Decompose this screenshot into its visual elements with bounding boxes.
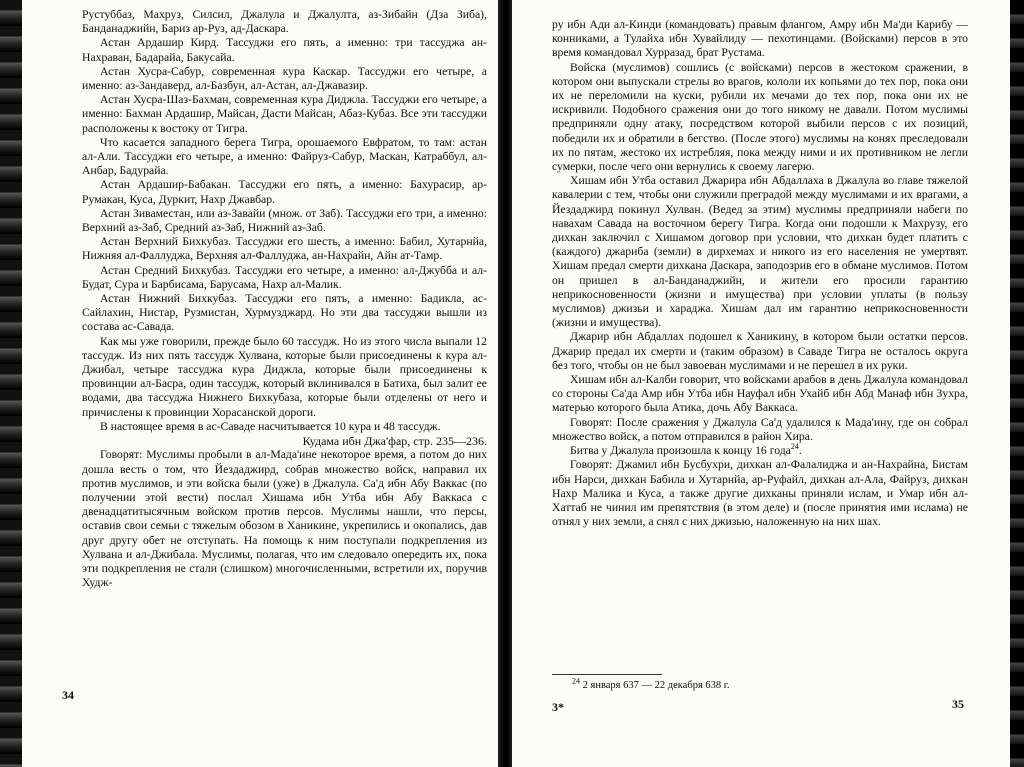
paragraph: Джарир ибн Абдаллах подошел к Ханикину, в котором были остатки персов. Джарир предал их смерти и (таким образом) в Саваде Тигра не осталось округа без того, чтобы он не был завоеван муслимами и не перешел в их руки. <box>552 330 968 372</box>
right-page <box>512 0 1024 767</box>
footnote-text: 2 января 637 — 22 декабря 638 г. <box>582 680 730 691</box>
signature-mark: 3* <box>552 700 564 714</box>
right-page-edge-shadow <box>1010 0 1024 767</box>
paragraph-text: Битва у Джалула произошла к концу 16 года <box>570 444 791 458</box>
paragraph: Хишам ибн Утба оставил Джарира ибн Абдаллаха в Джалула во главе тяжелой кавалерии с тем, чтобы они служили преградой между муслимами и их врагами, а Йездаджирд покинул Хулван. (Ведед за этим) муслимы предприняли набеги по навахам Савада на восточном берегу Тигра. Когда они подошли к Махрузу, его дихкан заключил с Хишамом договор при условии, что дихкан будет платить с (каждого) джариба (земли) в дирхемах и никого из его населения не умертвят. Хишам предал смерти дихкана Даскара, заподозрив его в обмане муслимов. Потом он пришел в ал-Банданаджийн, и жители его просили гарантию неприкосновенности (жизни и имущества) при условии уплаты (в пользу муслимов) джизьи и хараджа. Хишам дал им гарантию неприкосновенности (жизни и имущества). <box>552 174 968 330</box>
paragraph: Как мы уже говорили, прежде было 60 тассудж. Но из этого числа выпали 12 тассудж. Из них пять тассудж Хулвана, которые были присоединены к кура ал-Джибал, четыре тассуджа кура Диджла, которые были присоединены к провинции ал-Басра, один тассудж, который вклинивался в Батиха, был залит ее водами, два тассуджа Нижнего Бихкубаза, которые были отделены от него и причислены к провинции Хорасанской дороги. <box>82 334 487 419</box>
footnote-number: 24 <box>572 676 580 686</box>
left-page-text <box>82 8 487 590</box>
paragraph: Астан Верхний Бихкубаз. Тассуджи его шесть, а именно: Бабил, Хутарнйа, Нижняя ал-Фаллуджа, Верхняя ал-Фаллуджа, ан-Нахрайн, Айн ат-Тамр. <box>82 235 487 263</box>
page-number-left: 34 <box>62 688 74 702</box>
paragraph: Астан Ардашир-Бабакан. Тассуджи его пять, а именно: Бахурасир, ар-Румакан, Куса, Дуркит, Нахр Джавбар. <box>82 178 487 206</box>
left-page-edge-shadow <box>0 0 22 767</box>
page-number-right: 35 <box>952 697 964 711</box>
paragraph: Говорят: После сражения у Джалула Са'д удалился к Мада'ину, где он собрал множество войск, а потом отправился в район Хира. <box>552 415 968 443</box>
paragraph: Астан Ардашир Кирд. Тассуджи его пять, а именно: три тассуджа ан-Нахраван, Бадарайа, Бакусайа. <box>82 36 487 64</box>
paragraph: Рустуббаз, Махруз, Силсил, Джалула и Джалулта, аз-Зибайн (Дза Зиба), Банданаджийн, Бариз ар-Руз, ад-Даскара. <box>82 8 487 36</box>
paragraph: Астан Нижний Бихкубаз. Тассуджи его пять, а именно: Бадикла, ас-Сайлахин, Нистар, Рузмистан, Хурмузджард. Но эти два тассуджи вышли из состава ас-Савада. <box>82 292 487 334</box>
left-page <box>0 0 500 767</box>
paragraph: Астан Хусра-Шаз-Бахман, современная кура Диджла. Тассуджи его четыре, а именно: Бахман Ардашир, Майсан, Дасти Майсан, Абаз-Кубаз. Все эти тассуджи расположены к востоку от Тигра. <box>82 93 487 135</box>
paragraph: Говорят: Джамил ибн Бусбухри, дихкан ал-Фалалиджа и ан-Нахрайна, Бистам ибн Нарси, дихкан Бабила и Хутарнйа, ар-Руфайл, дихкан ал-Ала, Файруз, дихкан Нахр Малика и Куса, а также другие дихканы приняли ислам, и Умар ибн ал-Хаттаб не чинил им препятствия (в этом деле) и (после принятия ими ислама) не отнял у них земли, а снял с них джизью, наложенную на них шах. <box>552 458 968 529</box>
right-page-text <box>552 18 968 529</box>
paragraph: Что касается западного берега Тигра, орошаемого Евфратом, то там: астан ал-Али. Тассуджи его четыре, а именно: Файруз-Сабур, Маскан, Катраббул, ал-Анбар, Бадурайа. <box>82 135 487 178</box>
footnote-rule <box>552 674 662 675</box>
source-citation: Кудама ибн Джа'фар, стр. 235—236. <box>302 434 487 449</box>
paragraph: ру ибн Ади ал-Кинди (командовать) правым флангом, Амру ибн Ма'ди Карибу — конниками, а Тулайха ибн Хувайлиду — пехотинцами. (Войсками) персов в это время командовал Хурразад, брат Рустама. <box>552 18 968 60</box>
paragraph: Астан Хусра-Сабур, современная кура Каскар. Тассуджи его четыре, а именно: аз-Зандаверд, ал-Базбун, ал-Астан, ал-Джавазир. <box>82 64 487 93</box>
paragraph: Астан Зиваместан, или аз-Завайи (множ. от Заб). Тассуджи его три, а именно: Верхний аз-Заб, Средний аз-Заб, Нижний аз-Заб. <box>82 206 487 235</box>
paragraph-with-footnote: Битва у Джалула произошла к концу 16 года$^{24}$. <box>570 442 802 458</box>
paragraph: В настоящее время в ас-Саваде насчитывается 10 кура и 48 тассудж. <box>100 419 441 433</box>
paragraph: Хишам ибн ал-Калби говорит, что войсками арабов в день Джалула командовал со стороны Са'да Амр ибн Утба ибн Науфал ибн Ухайб ибн Абд Манаф ибн Зухра, матерью которого была Атика, дочь Абу Ваккаса. <box>552 373 968 415</box>
paragraph: Войска (муслимов) сошлись (с войсками) персов в жестоком сражении, в котором они выпускали стрелы во врагов, кололи их копьями до тех пор, пока они их не переломили на куски, рубили их мечами до тех пор, пока они их не искривили. Подобного сражения они до того никому не давали. Потом муслимы предприняли одну атаку, посредством которой выбили персов с их позиций, победили их и обратили в бегство. (После этого) муслимы на конях преследовали их по пятам, жестоко их истребляя, пока между ними и их противником не легли сумерки, после чего они вернулись к своему лагерю. <box>552 60 968 174</box>
footnote-reference: 24 <box>790 442 799 452</box>
paragraph: Астан Средний Бихкубаз. Тассуджи его четыре, а именно: ал-Джубба и ал-Будат, Сура и Барбисама, Барусама, Нахр ал-Малик. <box>82 263 487 291</box>
paragraph: Говорят: Муслимы пробыли в ал-Мада'ине некоторое время, а потом до них дошла весть о том, что Йездаджирд, собрав множество войск, направил их против муслимов, и эти войска были (уже) в Джалула. Са'д ибн Абу Ваккас (по получении этой вести) послал Хишама ибн Утба ибн Абу Ваккаса с двенадцатитысячным войском против персов. Муслимы нашли, что персы, оставив свои семьи с тяжелым обозом в Ханикине, укрепились и окопались, дав друг другу обет не отступать. На помощь к ним поступали подкрепления из Хулвана и ал-Джибала. Муслимы, полагая, что им следовало опередить их, пока эти подкрепления не стали (слишком) многочисленными, встретили их, поручив Худж- <box>82 448 487 590</box>
footnote <box>572 676 730 691</box>
